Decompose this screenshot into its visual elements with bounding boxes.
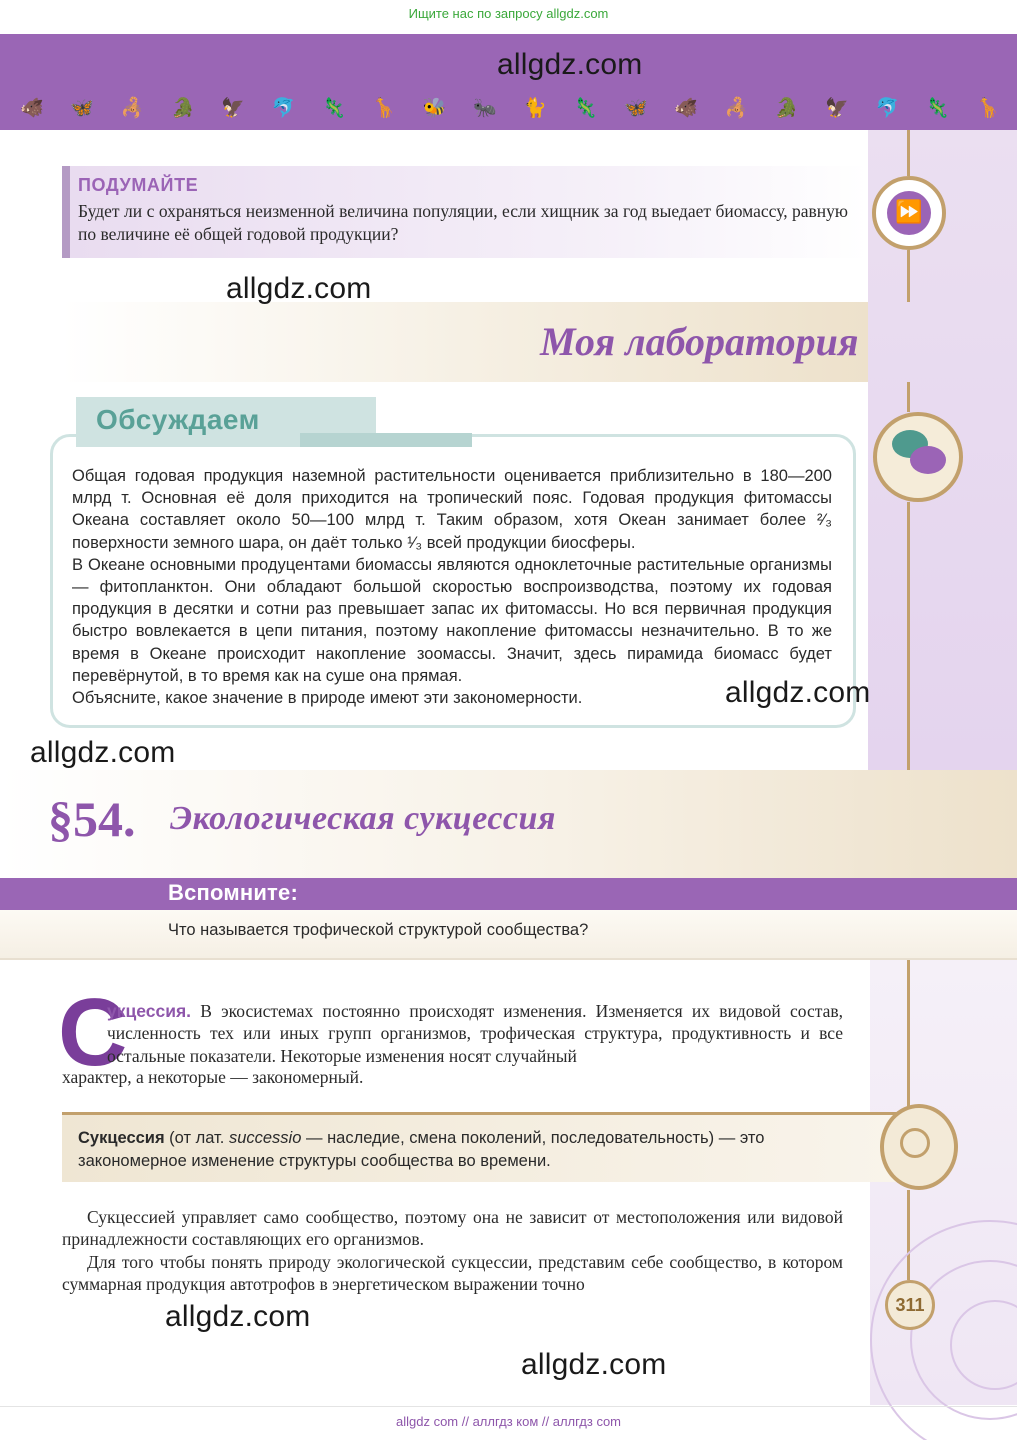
lab-title: Моя лаборатория: [540, 319, 859, 364]
watermark: allgdz.com: [226, 272, 372, 305]
dolphin-icon: 🐬: [875, 96, 900, 119]
discuss-text-part: всей продукции биосферы.: [422, 533, 636, 552]
top-notice[interactable]: Ищите нас по запросу allgdz.com: [408, 6, 609, 21]
boar-icon: 🐗: [20, 96, 44, 119]
side-line: [907, 502, 910, 770]
footer-divider: [0, 1406, 1017, 1407]
lizard-icon: 🦎: [573, 96, 598, 119]
animal-strip: [20, 94, 1000, 122]
discuss-text-part: Общая годовая продукция наземной растительности оценивается приблизительно в 180—200 млрд т. Основная её доля приходится на тропический пояс. Годовая продукция фитомассы Океана составляет около 50—100 млрд т. Таким образом, хотя Океан занимает более: [72, 467, 832, 530]
side-line: [907, 130, 910, 176]
recall-question: Что называется трофической структурой сообщества?: [168, 921, 589, 939]
spiral-icon: [900, 1128, 930, 1158]
scorpion-icon: 🦂: [120, 96, 145, 119]
paragraph-number: §54.: [48, 791, 136, 847]
definition-body: — наследие, смена поколений, последовательность) — это закономерное изменение структуры сообщества во времени.: [78, 1129, 765, 1170]
dropcap: С: [58, 979, 128, 1086]
page-number: 311: [885, 1280, 935, 1330]
lizard-icon: 🦎: [321, 96, 346, 119]
latin-term: successio: [228, 1129, 302, 1147]
butterfly-icon: 🦋: [623, 96, 648, 119]
butterfly-icon: 🦋: [70, 96, 94, 119]
think-title: ПОДУМАЙТЕ: [78, 175, 199, 195]
watermark: allgdz.com: [165, 1300, 311, 1333]
discuss-text-part: В Океане основными продуцентами биомассы являются одноклеточные растительные организмы — фитопланктон. Они обладают большой скоростью воспроизводства, поэтому их годовая продукция в десятки и сотни раз превышает запас их фитомассы. Но вся первичная продукция быстро вовлекается в цепи питания, поэтому накопление фитомассы незначительно. В то же время в Океане происходит накопление зоомассы. Значит, здесь пирамида биомасс будет перевёрнутой, в то время как на суше она прямая.: [72, 555, 832, 685]
recall-band: [0, 878, 1017, 910]
intro-lead: укцессия.: [107, 1001, 192, 1021]
think-text: Будет ли с охраняться неизменной величина популяции, если хищник за год выедает биомассу, равную по величине её общей годовой продукции?: [78, 201, 848, 244]
watermark: allgdz.com: [497, 48, 643, 81]
scorpion-icon: 🦂: [724, 96, 749, 119]
side-line: [907, 382, 910, 412]
side-line: [907, 960, 910, 1108]
discuss-question: Объясните, какое значение в природе имеют эти закономерности.: [72, 689, 583, 708]
bird-icon: 🦅: [221, 96, 245, 119]
side-line: [907, 250, 910, 302]
discuss-title: Обсуждаем: [96, 404, 260, 435]
bee-icon: 🐝: [422, 96, 447, 119]
lizard-icon: 🦎: [925, 96, 950, 119]
dolphin-icon: 🐬: [271, 96, 296, 119]
cat-icon: 🐈: [523, 96, 547, 119]
fraction: ²⁄₃: [817, 511, 832, 530]
fraction: ¹⁄₃: [407, 533, 423, 552]
intro-body: В экосистемах постоянно происходят изменения. Изменяется их видовой состав, численность тех или иных групп организмов, трофическая структура, продуктивность и все остальные показатели. Некоторые изменения носят случайный: [107, 1001, 843, 1066]
body-paragraph: Для того чтобы понять природу экологической сукцессии, представим себе сообщество, в котором суммарная продукция автотрофов в энергетическом выражении точно: [62, 1252, 843, 1295]
giraffe-icon: 🦒: [976, 96, 1000, 119]
definition-text: [78, 1127, 838, 1172]
watermark: allgdz.com: [30, 736, 176, 769]
crocodile-icon: 🐊: [774, 96, 799, 119]
chat-bubble-icon: [910, 446, 946, 474]
boar-icon: 🐗: [674, 96, 698, 119]
bird-icon: 🦅: [825, 96, 849, 119]
discuss-text: [72, 465, 832, 709]
watermark: allgdz.com: [725, 676, 871, 709]
intro-continuation: характер, а некоторые — закономерный.: [62, 1067, 364, 1087]
next-button[interactable]: [872, 176, 946, 250]
discuss-text-part: поверхности земного шара, он даёт только: [72, 533, 408, 552]
paragraph-title: Экологическая сукцессия: [170, 800, 556, 837]
fast-forward-icon: ⏩: [887, 191, 931, 235]
crocodile-icon: 🐊: [170, 96, 195, 119]
body-paragraph: Сукцессией управляет само сообщество, поэтому она не зависит от местоположения или видовой принадлежности составляющих его организмов.: [62, 1207, 843, 1250]
discuss-tab-tail: [300, 433, 472, 447]
recall-title: Вспомните:: [168, 880, 298, 905]
footer-links[interactable]: allgdz com // аллгдз ком // аллгдз com: [395, 1414, 622, 1429]
think-block: [62, 166, 868, 258]
definition-term: Сукцессия: [78, 1129, 165, 1147]
definition-origin: (от лат.: [164, 1129, 229, 1147]
ant-icon: 🐜: [472, 96, 497, 119]
intro-text: [107, 1000, 843, 1067]
watermark: allgdz.com: [521, 1348, 667, 1381]
giraffe-icon: 🦒: [372, 96, 396, 119]
